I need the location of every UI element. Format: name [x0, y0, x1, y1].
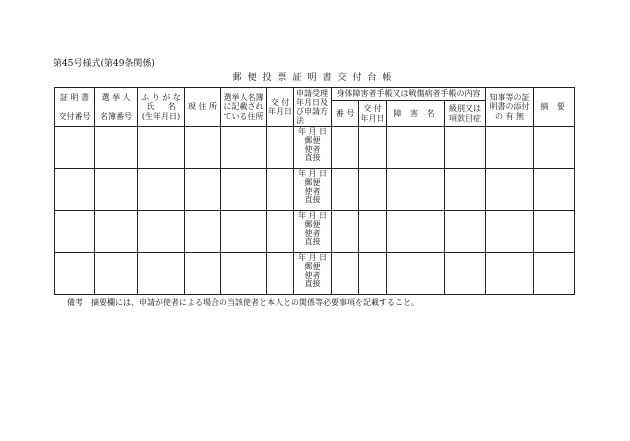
table-cell[interactable] — [138, 127, 185, 169]
table-cell[interactable] — [445, 211, 486, 253]
application-method-line: 郵便 — [304, 261, 321, 271]
header-handbook-group: 身体障害者手帳又は戦傷病者手帳の内容 — [332, 88, 486, 101]
header-remarks: 摘 要 — [534, 88, 575, 127]
table-cell[interactable] — [332, 211, 359, 253]
application-method-line: 直接 — [304, 153, 321, 163]
application-method-cell[interactable] — [294, 253, 332, 295]
table-cell[interactable] — [55, 253, 95, 295]
table-cell[interactable] — [332, 169, 359, 211]
header-address: 現 住 所 — [185, 88, 221, 127]
header-grade-item: 級別又は項款目症 — [445, 101, 486, 127]
table-cell[interactable] — [95, 253, 138, 295]
table-cell[interactable] — [486, 127, 534, 169]
table-cell[interactable] — [185, 127, 221, 169]
application-method-cell[interactable] — [294, 211, 332, 253]
application-method-line: 郵便 — [304, 135, 321, 145]
table-cell[interactable] — [387, 127, 445, 169]
footnote: 備考 摘要欄には、申請が使者による場合の当該使者と本人との関係等必要事項を記載すること。 — [67, 298, 419, 307]
application-method-line: 郵便 — [304, 219, 321, 229]
header-handbook-issue-date: 交 付 年月日 — [359, 101, 387, 127]
table-cell[interactable] — [185, 169, 221, 211]
application-method-line: 直接 — [304, 195, 321, 205]
header-issue-date: 交 付 年月日 — [267, 88, 294, 127]
header-registered-address: 選挙人名簿に記載されている住所 — [221, 88, 267, 127]
table-cell[interactable] — [95, 127, 138, 169]
table-cell[interactable] — [267, 169, 294, 211]
table-cell[interactable] — [267, 253, 294, 295]
table-cell[interactable] — [534, 169, 575, 211]
table-cell[interactable] — [534, 211, 575, 253]
header-elector-number: 選 挙 人 名簿番号 — [95, 88, 138, 127]
table-cell[interactable] — [534, 127, 575, 169]
table-cell[interactable] — [332, 253, 359, 295]
application-method-line: 使者 — [304, 270, 321, 280]
table-cell[interactable] — [486, 211, 534, 253]
table-cell[interactable] — [445, 169, 486, 211]
table-cell[interactable] — [387, 253, 445, 295]
table-cell[interactable] — [138, 253, 185, 295]
table-cell[interactable] — [387, 169, 445, 211]
table-cell[interactable] — [359, 211, 387, 253]
application-method-line: 直接 — [304, 237, 321, 247]
application-method-line: 年 月 日 — [297, 127, 328, 136]
table-cell[interactable] — [185, 253, 221, 295]
table-cell[interactable] — [55, 169, 95, 211]
table-cell[interactable] — [359, 169, 387, 211]
table-cell[interactable] — [486, 169, 534, 211]
table-cell[interactable] — [267, 127, 294, 169]
table-cell[interactable] — [445, 127, 486, 169]
table-cell[interactable] — [486, 253, 534, 295]
header-disability-name: 障 害 名 — [387, 101, 445, 127]
table-cell[interactable] — [534, 253, 575, 295]
table-cell[interactable] — [359, 253, 387, 295]
table-cell[interactable] — [359, 127, 387, 169]
header-cert-number: 証 明 書 交付番号 — [55, 88, 95, 127]
table-cell[interactable] — [138, 211, 185, 253]
table-cell[interactable] — [267, 211, 294, 253]
register-rows — [55, 127, 575, 295]
application-method-line: 年 月 日 — [297, 169, 328, 178]
table-row — [55, 127, 575, 169]
application-method-line: 直接 — [304, 279, 321, 289]
table-cell[interactable] — [387, 211, 445, 253]
application-method-line: 年 月 日 — [297, 211, 328, 220]
table-cell[interactable] — [221, 127, 267, 169]
application-method-cell[interactable] — [294, 127, 332, 169]
form-label: 第45号様式(第49条関係) — [53, 59, 155, 69]
table-cell[interactable] — [221, 211, 267, 253]
table-cell[interactable] — [95, 169, 138, 211]
header-handbook-number: 番 号 — [332, 101, 359, 127]
header-governor-cert: 知事等の証明書の添付の 有 無 — [486, 88, 534, 127]
table-cell[interactable] — [332, 127, 359, 169]
application-method-line: 年 月 日 — [297, 253, 328, 262]
table-cell[interactable] — [185, 211, 221, 253]
table-cell[interactable] — [138, 169, 185, 211]
table-cell[interactable] — [55, 127, 95, 169]
application-method-line: 使者 — [304, 228, 321, 238]
table-cell[interactable] — [95, 211, 138, 253]
table-row — [55, 169, 575, 211]
form-title: 郵便投票証明書交付台帳 — [232, 73, 398, 83]
application-method-line: 使者 — [304, 144, 321, 154]
application-method-cell[interactable] — [294, 169, 332, 211]
table-row — [55, 211, 575, 253]
header-application: 申請受理年月日及び申請方法 — [294, 88, 332, 127]
table-cell[interactable] — [221, 253, 267, 295]
table-cell[interactable] — [55, 211, 95, 253]
table-row — [55, 253, 575, 295]
application-method-line: 郵便 — [304, 177, 321, 187]
register-table — [54, 87, 575, 295]
header-name: ふ り が な 氏 名 (生年月日) — [138, 88, 185, 127]
table-cell[interactable] — [445, 253, 486, 295]
table-cell[interactable] — [221, 169, 267, 211]
application-method-line: 使者 — [304, 186, 321, 196]
